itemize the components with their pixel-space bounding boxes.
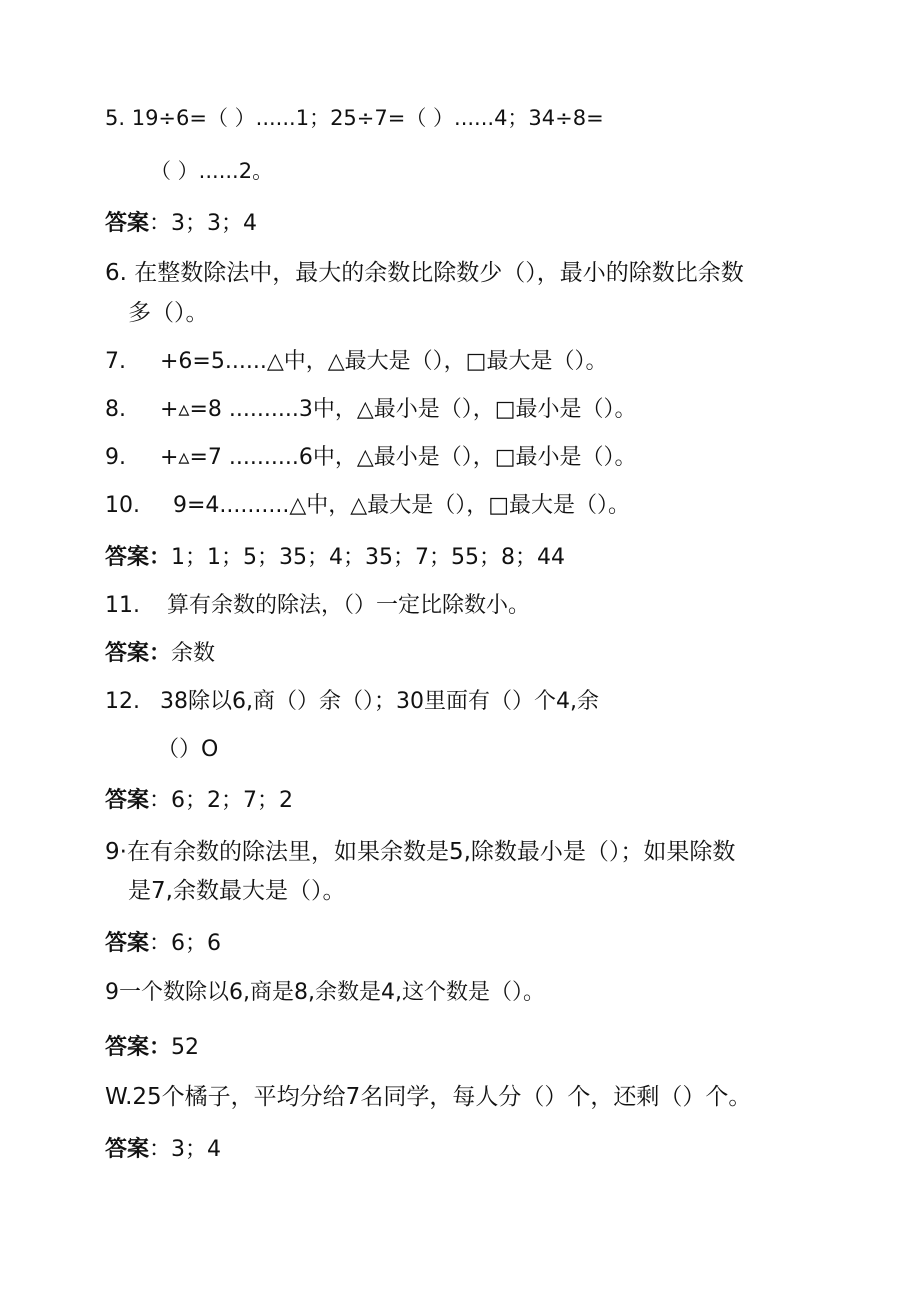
q13-line1 <box>105 837 735 867</box>
answer-5 <box>105 209 257 239</box>
answer-7-10 <box>105 543 565 573</box>
q9-number: 9. <box>105 445 126 470</box>
answer-label: 答案 <box>105 1137 150 1162</box>
q9 <box>105 443 637 473</box>
q11-number: 11. <box>105 593 140 618</box>
q10-text: 9=4..........△中，△最大是（），□最大是（）。 <box>173 493 630 518</box>
answer-label: 答案： <box>105 1035 172 1060</box>
q8-text: +▵=8 ..........3中，△最小是（），□最小是（）。 <box>160 397 637 422</box>
q6-line1 <box>105 258 744 288</box>
q7-text: +6=5......△中，△最大是（），□最大是（）。 <box>160 349 608 374</box>
q8-number: 8. <box>105 397 126 422</box>
answer-13 <box>105 929 221 959</box>
q12-text: 38除以6,商（）余（）；30里面有（）个4,余 <box>160 689 599 714</box>
q6-text-cont: 多（）。 <box>128 300 209 326</box>
q10-number: 10. <box>105 493 140 518</box>
q11-text: 算有余数的除法，（）一定比除数小。 <box>167 593 531 618</box>
q12-line1 <box>105 687 599 717</box>
q7-number: 7. <box>105 349 126 374</box>
answer-11 <box>105 639 215 669</box>
answer-value: 1；1；5；35；4；35；7；55；8；44 <box>171 545 565 570</box>
q6-line2 <box>128 298 209 328</box>
q5-line1 <box>105 103 604 133</box>
q8 <box>105 395 637 425</box>
answer-value: 余数 <box>171 641 216 666</box>
q14 <box>105 978 545 1008</box>
answer-12 <box>105 786 293 816</box>
q6-text: 6. 在整数除法中，最大的余数比除数少（），最小的除数比余数 <box>105 260 744 286</box>
answer-label: 答案 <box>105 211 150 236</box>
q12-line2 <box>157 735 218 765</box>
answer-label: 答案 <box>105 931 150 956</box>
q12-number: 12. <box>105 689 140 714</box>
answer-value: ：3；4 <box>149 1137 222 1162</box>
q12-text-cont: （）O <box>157 737 219 762</box>
q13-text-cont: 是7,余数最大是（）。 <box>128 878 346 904</box>
answer-value: ：6；6 <box>149 931 222 956</box>
q5-line2 <box>150 156 273 186</box>
q9-text: +▵=7 ..........6中，△最小是（），□最小是（）。 <box>160 445 637 470</box>
q7 <box>105 347 607 377</box>
answer-label: 答案 <box>105 788 150 813</box>
q14-text: 9一个数除以6,商是8,余数是4,这个数是（）。 <box>105 980 545 1005</box>
q5-text: 5. 19÷6=（ ）......1；25÷7=（ ）......4；34÷8= <box>105 106 604 130</box>
q13-text: 9·在有余数的除法里，如果余数是5,除数最小是（）；如果除数 <box>105 839 736 865</box>
q15-text: W.25个橘子，平均分给7名同学，每人分（）个，还剩（）个。 <box>105 1084 752 1110</box>
answer-value: 52 <box>171 1035 200 1060</box>
answer-value: ：3；3；4 <box>149 211 258 236</box>
q15 <box>105 1082 751 1112</box>
answer-14 <box>105 1033 199 1063</box>
q10 <box>105 491 630 521</box>
q13-line2 <box>128 876 345 906</box>
answer-15 <box>105 1135 221 1165</box>
answer-value: ：6；2；7；2 <box>149 788 294 813</box>
answer-label: 答案： <box>105 545 172 570</box>
answer-label: 答案： <box>105 641 172 666</box>
q11 <box>105 591 530 621</box>
q5-text-cont: （ ）......2。 <box>150 159 274 183</box>
